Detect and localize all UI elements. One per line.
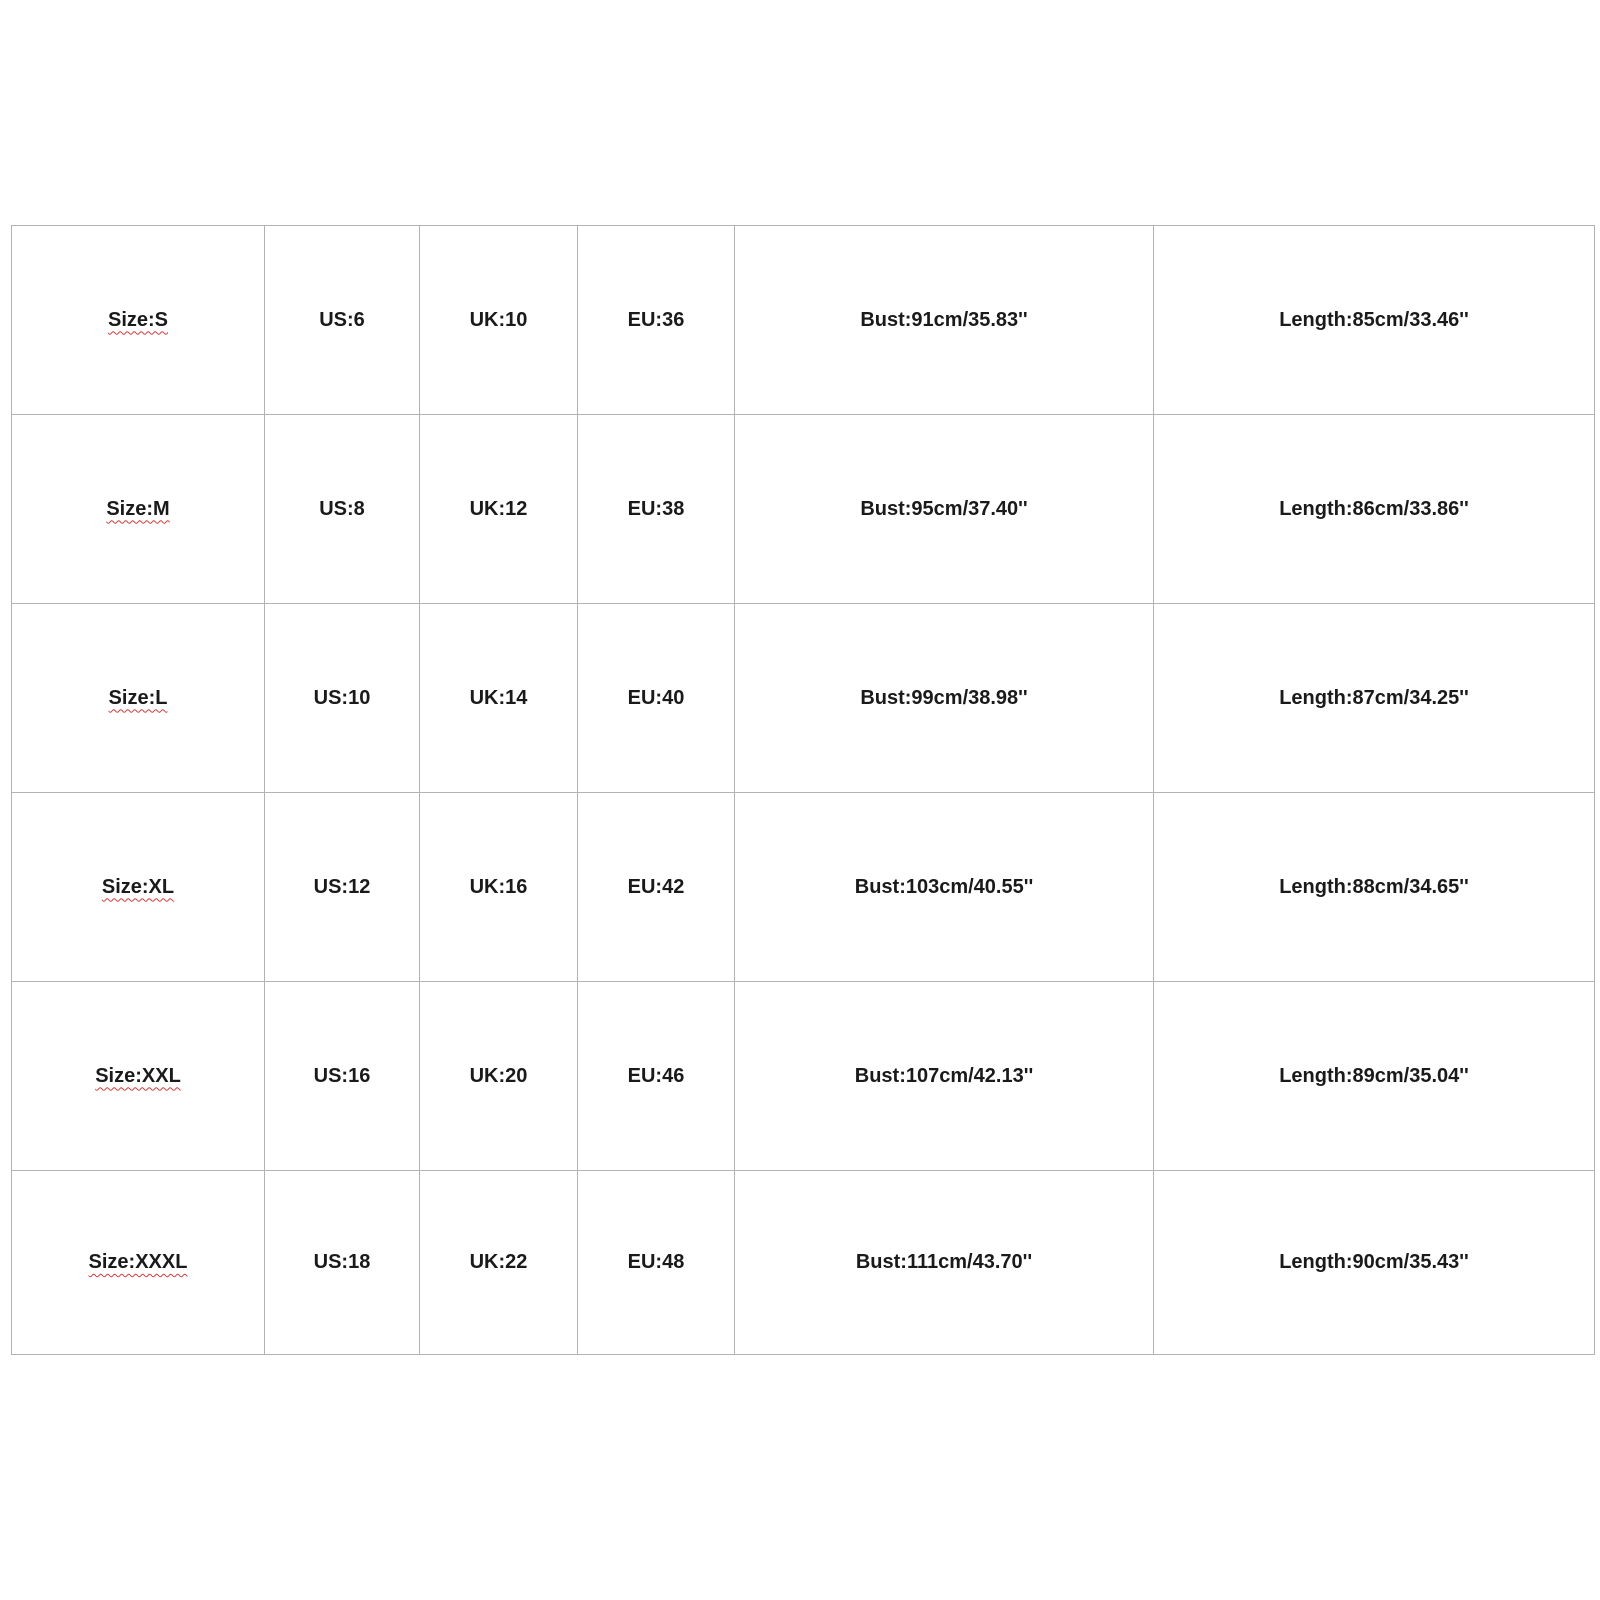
bust-cell: Bust:91cm/35.83'' bbox=[735, 226, 1154, 415]
us-size-cell: US:8 bbox=[265, 415, 420, 604]
us-size-cell: US:12 bbox=[265, 793, 420, 982]
size-cell bbox=[12, 604, 265, 793]
eu-size-cell: EU:38 bbox=[578, 415, 735, 604]
length-cell: Length:87cm/34.25'' bbox=[1154, 604, 1595, 793]
eu-size-cell: EU:48 bbox=[578, 1171, 735, 1355]
us-size-cell: US:18 bbox=[265, 1171, 420, 1355]
us-size-cell: US:16 bbox=[265, 982, 420, 1171]
size-cell bbox=[12, 226, 265, 415]
length-cell: Length:88cm/34.65'' bbox=[1154, 793, 1595, 982]
size-chart-table bbox=[11, 225, 1595, 1355]
bust-cell: Bust:95cm/37.40'' bbox=[735, 415, 1154, 604]
bust-cell: Bust:103cm/40.55'' bbox=[735, 793, 1154, 982]
table-row bbox=[12, 982, 1595, 1171]
size-label: Size:S bbox=[107, 308, 169, 331]
uk-size-cell: UK:20 bbox=[420, 982, 578, 1171]
size-label: Size:L bbox=[108, 686, 168, 709]
length-cell: Length:85cm/33.46'' bbox=[1154, 226, 1595, 415]
us-size-cell: US:6 bbox=[265, 226, 420, 415]
size-cell bbox=[12, 415, 265, 604]
size-label: Size:XL bbox=[101, 875, 175, 898]
uk-size-cell: UK:12 bbox=[420, 415, 578, 604]
table-row bbox=[12, 793, 1595, 982]
size-cell bbox=[12, 1171, 265, 1355]
length-cell: Length:89cm/35.04'' bbox=[1154, 982, 1595, 1171]
eu-size-cell: EU:46 bbox=[578, 982, 735, 1171]
size-label: Size:XXXL bbox=[88, 1251, 188, 1273]
size-label: Size:M bbox=[106, 497, 170, 520]
us-size-cell: US:10 bbox=[265, 604, 420, 793]
size-cell bbox=[12, 793, 265, 982]
table-row bbox=[12, 604, 1595, 793]
eu-size-cell: EU:40 bbox=[578, 604, 735, 793]
length-cell: Length:90cm/35.43'' bbox=[1154, 1171, 1595, 1355]
uk-size-cell: UK:16 bbox=[420, 793, 578, 982]
size-label: Size:XXL bbox=[95, 1064, 181, 1087]
table-row bbox=[12, 1171, 1595, 1355]
size-cell bbox=[12, 982, 265, 1171]
table-row bbox=[12, 415, 1595, 604]
uk-size-cell: UK:14 bbox=[420, 604, 578, 793]
eu-size-cell: EU:36 bbox=[578, 226, 735, 415]
table-row bbox=[12, 226, 1595, 415]
uk-size-cell: UK:10 bbox=[420, 226, 578, 415]
length-cell: Length:86cm/33.86'' bbox=[1154, 415, 1595, 604]
uk-size-cell: UK:22 bbox=[420, 1171, 578, 1355]
bust-cell: Bust:107cm/42.13'' bbox=[735, 982, 1154, 1171]
eu-size-cell: EU:42 bbox=[578, 793, 735, 982]
bust-cell: Bust:111cm/43.70'' bbox=[735, 1171, 1154, 1355]
bust-cell: Bust:99cm/38.98'' bbox=[735, 604, 1154, 793]
